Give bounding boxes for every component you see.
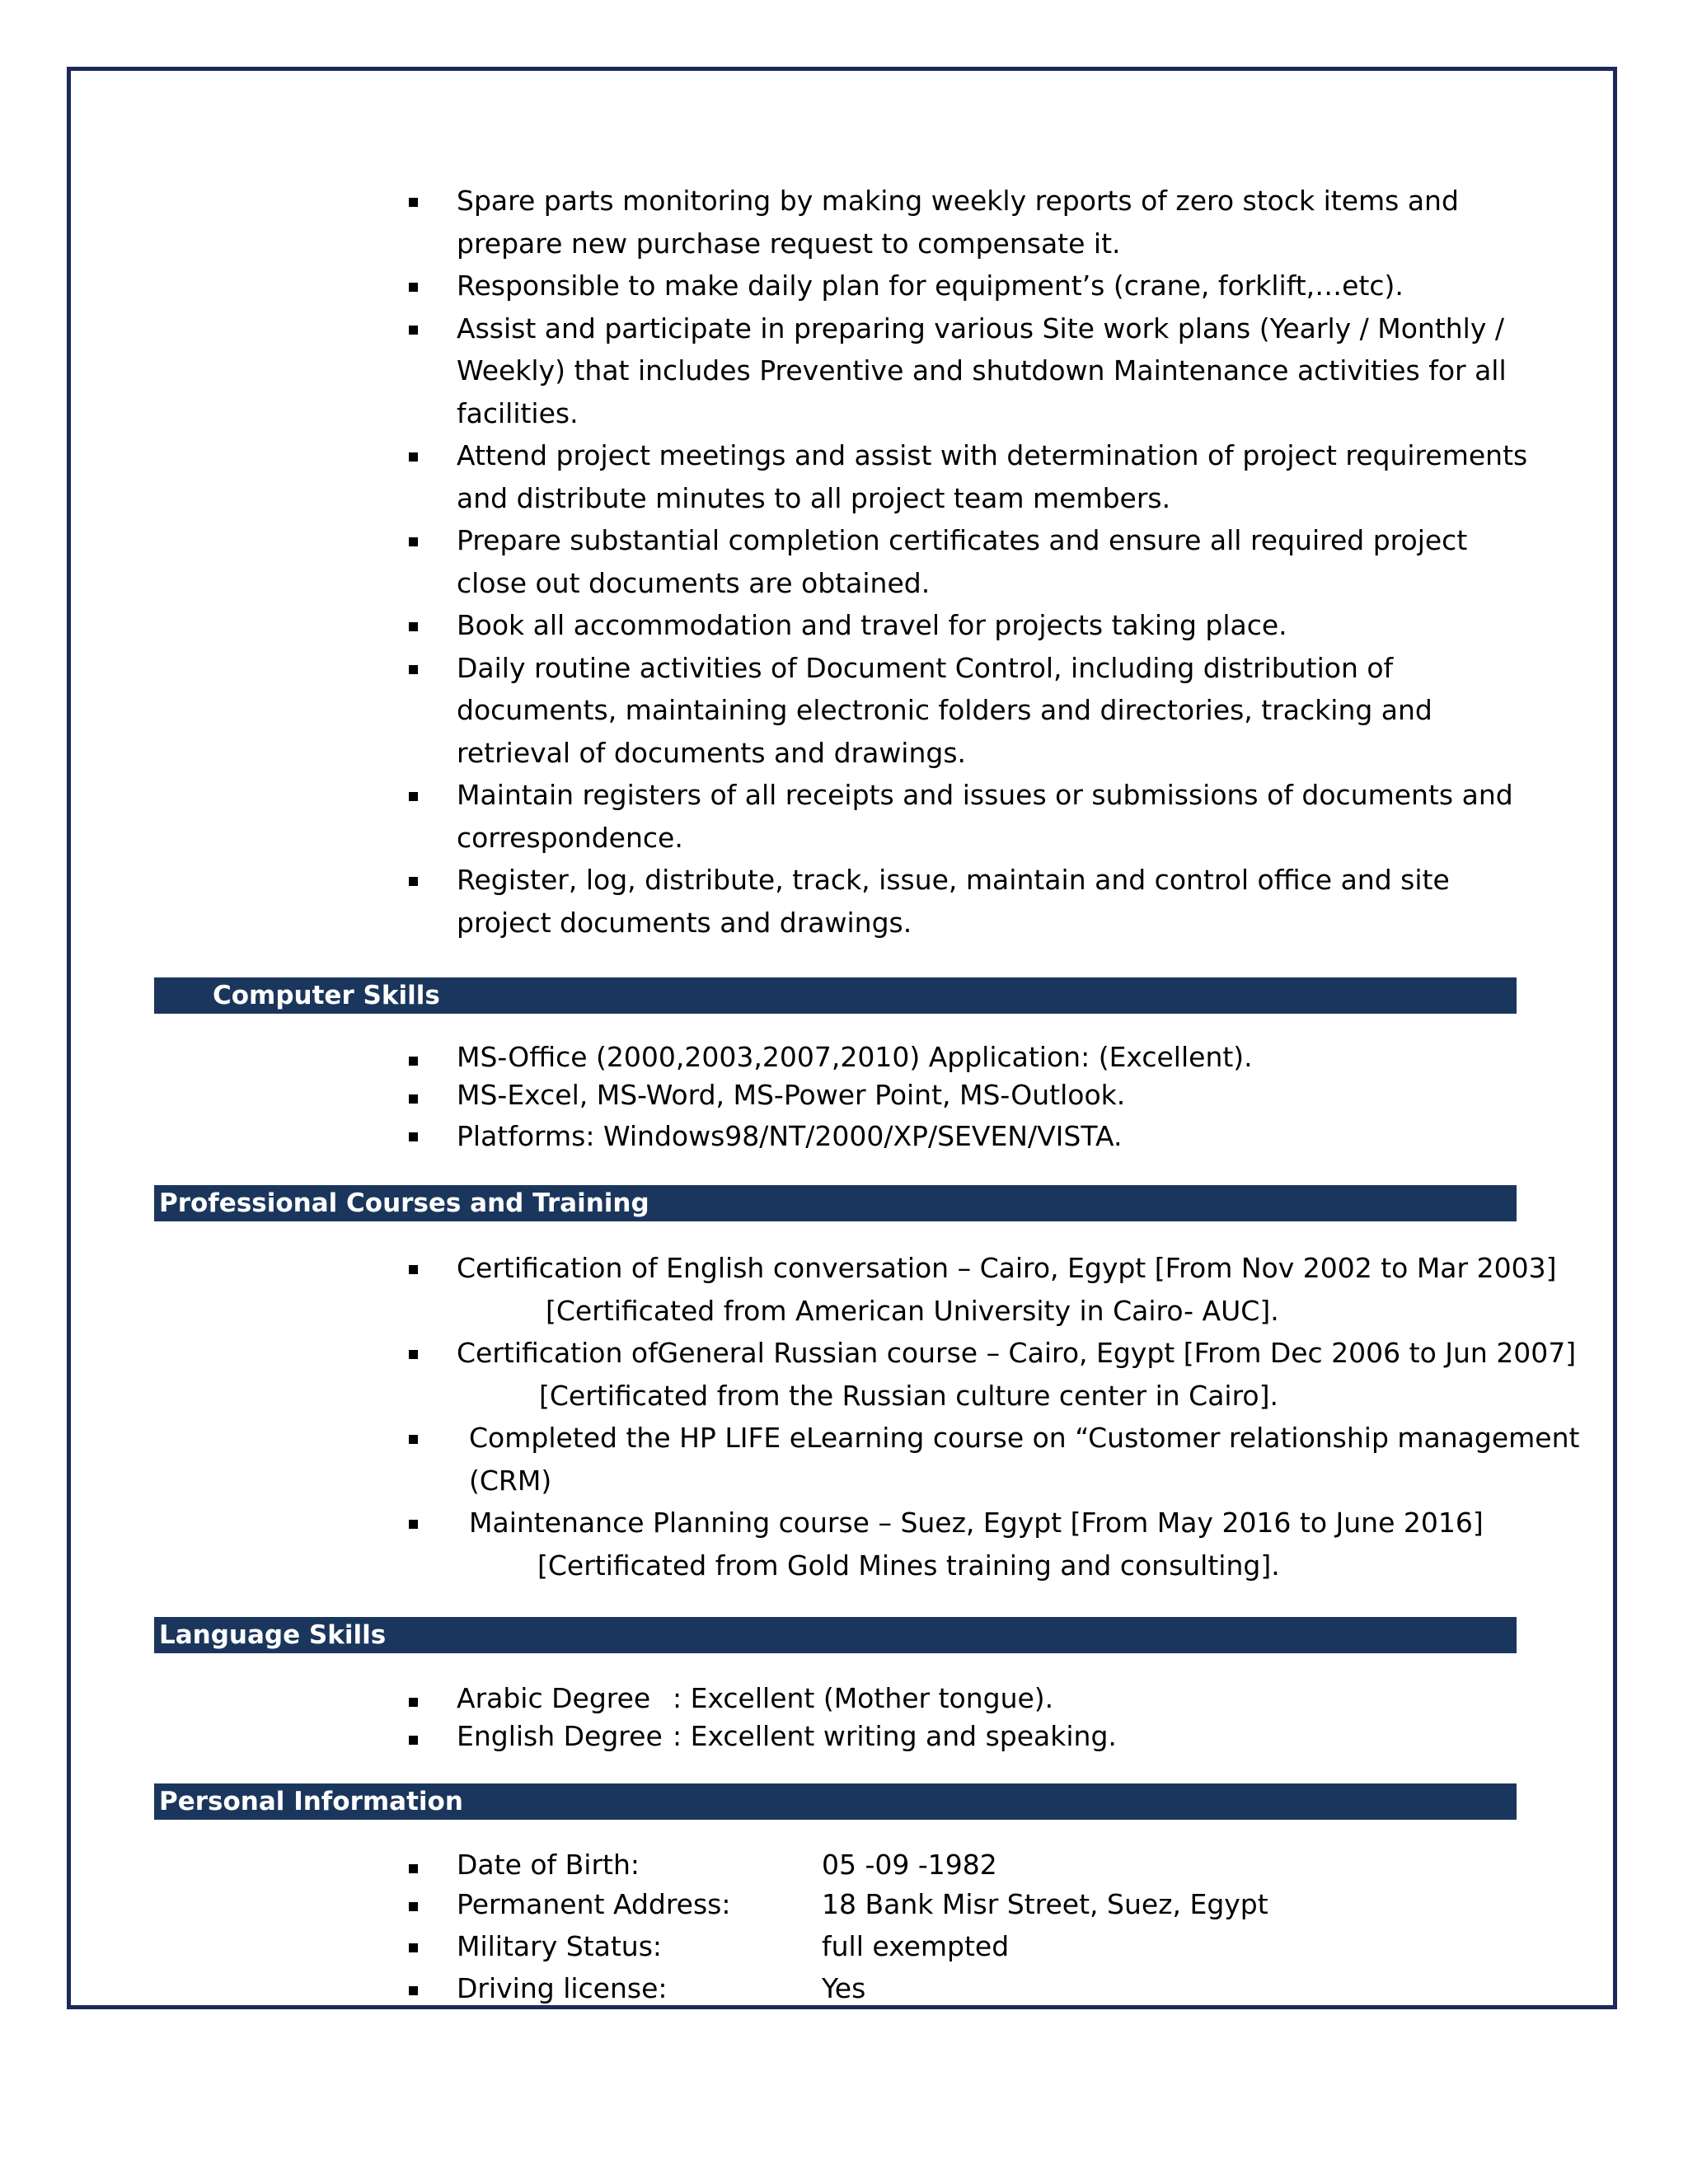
list-item: Driving license: Yes <box>409 1968 1268 2009</box>
bullet-icon <box>409 665 418 674</box>
bullet-icon <box>409 452 418 462</box>
languages-list <box>409 1680 1117 1755</box>
bullet-icon <box>409 1864 418 1873</box>
section-header-courses: Professional Courses and Training <box>154 1185 1517 1221</box>
bullet-icon <box>409 622 418 631</box>
list-item: Military Status: full exempted <box>409 1925 1268 1968</box>
bullet-icon <box>409 1902 418 1911</box>
bullet-icon <box>409 283 418 292</box>
list-item: Register, log, distribute, track, issue, maintain and control office and site project documents and drawings. <box>409 859 1536 944</box>
list-item: Permanent Address: 18 Bank Misr Street, Suez, Egypt <box>409 1884 1268 1925</box>
bullet-icon <box>409 1986 418 1995</box>
list-item: Prepare substantial completion certificates and ensure all required project close out documents are obtained. <box>409 519 1536 604</box>
list-item: Platforms: Windows98/NT/2000/XP/SEVEN/VISTA. <box>409 1114 1253 1159</box>
list-item: Maintain registers of all receipts and issues or submissions of documents and correspondence. <box>409 774 1536 859</box>
list-item: Date of Birth: 05 -09 -1982 <box>409 1846 1268 1884</box>
bullet-icon <box>409 198 418 207</box>
list-item: Daily routine activities of Document Control, including distribution of documents, maintaining electronic folders and directories, tracking and retrieval of documents and drawings. <box>409 647 1536 775</box>
bullet-icon <box>409 1094 418 1104</box>
list-item: English Degree : Excellent writing and speaking. <box>409 1718 1117 1755</box>
list-item: Assist and participate in preparing various Site work plans (Yearly / Monthly / Weekly) that includes Preventive and shutdown Maintenance activities for all facilities. <box>409 307 1536 435</box>
computer-skills-list <box>409 1038 1253 1159</box>
bullet-icon <box>409 1132 418 1141</box>
list-item: Arabic Degree : Excellent (Mother tongue). <box>409 1680 1117 1718</box>
bullet-icon <box>409 1943 418 1952</box>
list-item: Completed the HP LIFE eLearning course on “Customer relationship management (CRM) <box>409 1417 1579 1502</box>
list-item: Spare parts monitoring by making weekly reports of zero stock items and prepare new purchase request to compensate it. <box>409 180 1536 265</box>
bullet-icon <box>409 326 418 335</box>
list-item: Certification ofGeneral Russian course – Cairo, Egypt [From Dec 2006 to Jun 2007] [Certificated from the Russian culture center in Cairo]. <box>409 1332 1579 1417</box>
experience-list <box>409 180 1536 944</box>
bullet-icon <box>409 1435 418 1444</box>
bullet-icon <box>409 792 418 801</box>
bullet-icon <box>409 1057 418 1066</box>
bullet-icon <box>409 537 418 546</box>
bullet-icon <box>409 1520 418 1529</box>
courses-list <box>409 1247 1579 1586</box>
section-header-personal: Personal Information <box>154 1783 1517 1820</box>
list-item: Certification of English conversation – Cairo, Egypt [From Nov 2002 to Mar 2003] [Certificated from American University in Cairo- AUC]. <box>409 1247 1579 1332</box>
section-header-computer-skills: Computer Skills <box>154 977 1517 1014</box>
list-item: Book all accommodation and travel for projects taking place. <box>409 604 1536 647</box>
personal-info-list <box>409 1846 1268 2009</box>
section-header-languages: Language Skills <box>154 1617 1517 1653</box>
list-item: Attend project meetings and assist with determination of project requirements and distribute minutes to all project team members. <box>409 434 1536 519</box>
bullet-icon <box>409 1698 418 1707</box>
list-item: Maintenance Planning course – Suez, Egypt [From May 2016 to June 2016] [Certificated from Gold Mines training and consulting]. <box>409 1502 1579 1586</box>
list-item: MS-Office (2000,2003,2007,2010) Application: (Excellent). <box>409 1038 1253 1076</box>
list-item: Responsible to make daily plan for equipment’s (crane, forklift,…etc). <box>409 265 1536 307</box>
bullet-icon <box>409 1265 418 1274</box>
bullet-icon <box>409 1350 418 1359</box>
bullet-icon <box>409 1736 418 1745</box>
list-item: MS-Excel, MS-Word, MS-Power Point, MS-Outlook. <box>409 1076 1253 1114</box>
bullet-icon <box>409 877 418 886</box>
